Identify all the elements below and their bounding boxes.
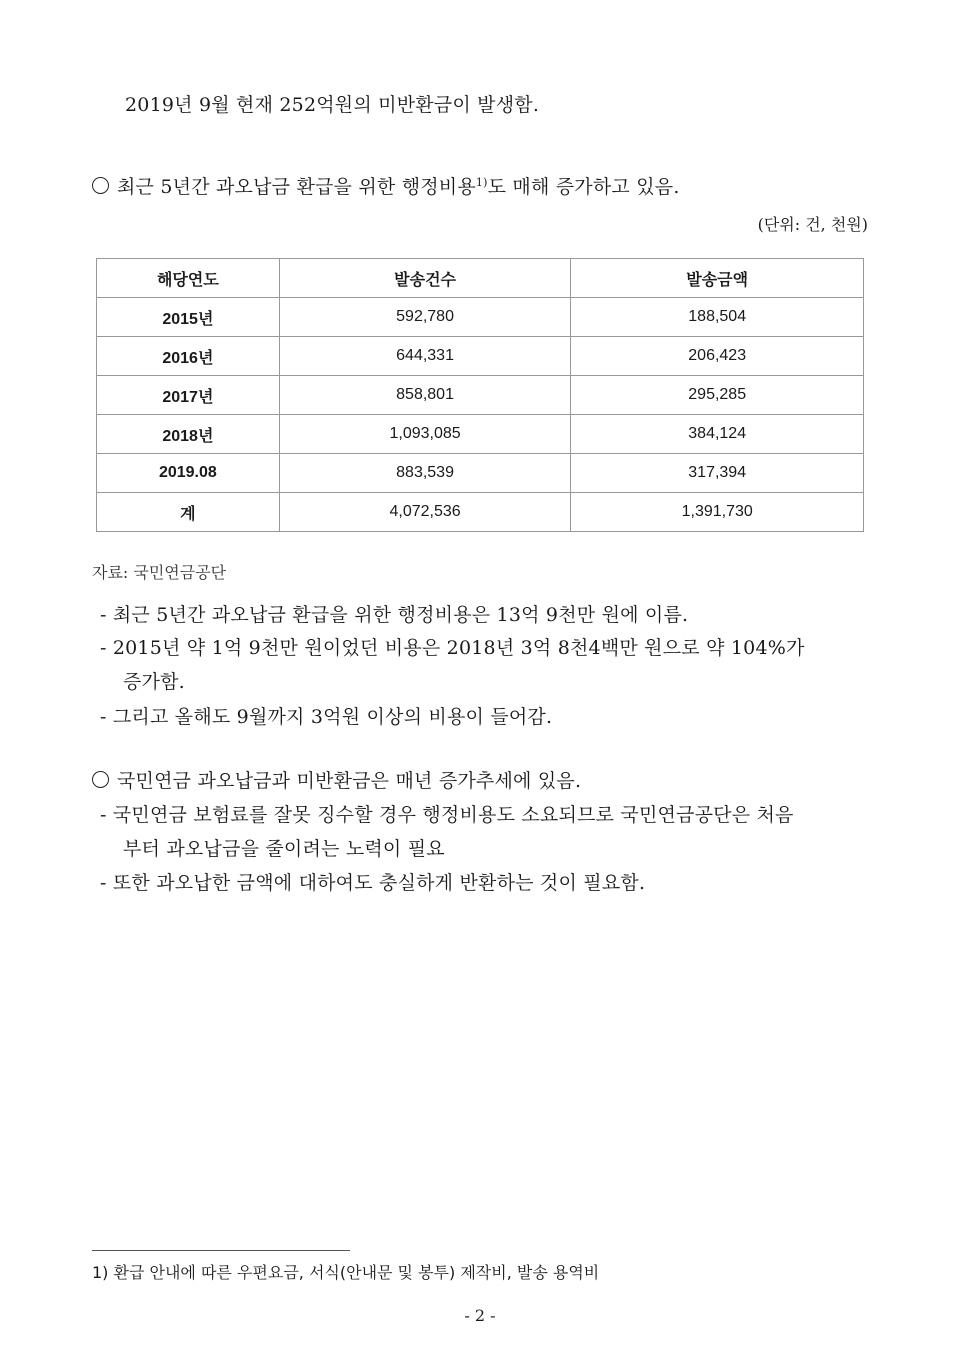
header-count: 발송건수 <box>279 259 571 298</box>
point-line: - 또한 과오납한 금액에 대하여도 충실하게 반환하는 것이 필요함. <box>100 872 646 894</box>
cell-year: 2015년 <box>97 298 280 337</box>
table-row <box>97 298 864 337</box>
table-total-row <box>97 493 864 532</box>
section1-bullet-text-end: 도 매해 증가하고 있음. <box>487 176 680 198</box>
circle-bullet-icon <box>92 771 109 788</box>
point-line-continued: 증가함. <box>123 671 185 693</box>
header-amount: 발송금액 <box>571 259 864 298</box>
section1-bullet <box>92 172 680 199</box>
table-row <box>97 454 864 493</box>
page-number: - 2 - <box>464 1306 496 1325</box>
table-row <box>97 415 864 454</box>
table-header-row <box>97 259 864 298</box>
section2-bullet <box>92 766 581 793</box>
cell-amount: 206,423 <box>571 337 864 376</box>
cell-amount: 317,394 <box>571 454 864 493</box>
footnote-divider <box>92 1250 350 1251</box>
circle-bullet-icon <box>92 177 109 194</box>
cell-count: 644,331 <box>279 337 571 376</box>
header-year: 해당연도 <box>97 259 280 298</box>
section2-bullet-text: 국민연금 과오납금과 미반환금은 매년 증가추세에 있음. <box>117 770 582 792</box>
cell-amount: 188,504 <box>571 298 864 337</box>
table-row <box>97 337 864 376</box>
point-line-continued: 부터 과오납금을 줄이려는 노력이 필요 <box>123 838 445 860</box>
cell-total-amount: 1,391,730 <box>571 493 864 532</box>
cell-total-count: 4,072,536 <box>279 493 571 532</box>
table-row <box>97 376 864 415</box>
cell-count: 858,801 <box>279 376 571 415</box>
cell-year: 2018년 <box>97 415 280 454</box>
point-line: - 최근 5년간 과오납금 환급을 위한 행정비용은 13억 9천만 원에 이름. <box>100 604 689 626</box>
footnote-marker: 1) <box>475 176 488 189</box>
cell-year: 2017년 <box>97 376 280 415</box>
point-line: - 2015년 약 1억 9천만 원이었던 비용은 2018년 3억 8천4백만 원으로 약 104%가 <box>100 637 805 659</box>
unit-label: (단위: 건, 천원) <box>757 215 868 234</box>
cell-count: 592,780 <box>279 298 571 337</box>
source-note: 자료: 국민연금공단 <box>92 563 227 582</box>
point-line: - 그리고 올해도 9월까지 3억원 이상의 비용이 들어감. <box>100 706 553 728</box>
cell-amount: 384,124 <box>571 415 864 454</box>
intro-line: 2019년 9월 현재 252억원의 미반환금이 발생함. <box>125 94 540 116</box>
cell-count: 883,539 <box>279 454 571 493</box>
cell-count: 1,093,085 <box>279 415 571 454</box>
admin-cost-table <box>96 258 864 532</box>
point-line: - 국민연금 보험료를 잘못 징수할 경우 행정비용도 소요되므로 국민연금공단은 처음 <box>100 804 794 826</box>
cell-year: 2019.08 <box>97 454 280 493</box>
cell-amount: 295,285 <box>571 376 864 415</box>
footnote: 1) 환급 안내에 따른 우편요금, 서식(안내문 및 봉투) 제작비, 발송 용역비 <box>92 1263 600 1282</box>
section1-bullet-text: 최근 5년간 과오납금 환급을 위한 행정비용 <box>117 176 476 198</box>
cell-total-label: 계 <box>97 493 280 532</box>
cell-year: 2016년 <box>97 337 280 376</box>
